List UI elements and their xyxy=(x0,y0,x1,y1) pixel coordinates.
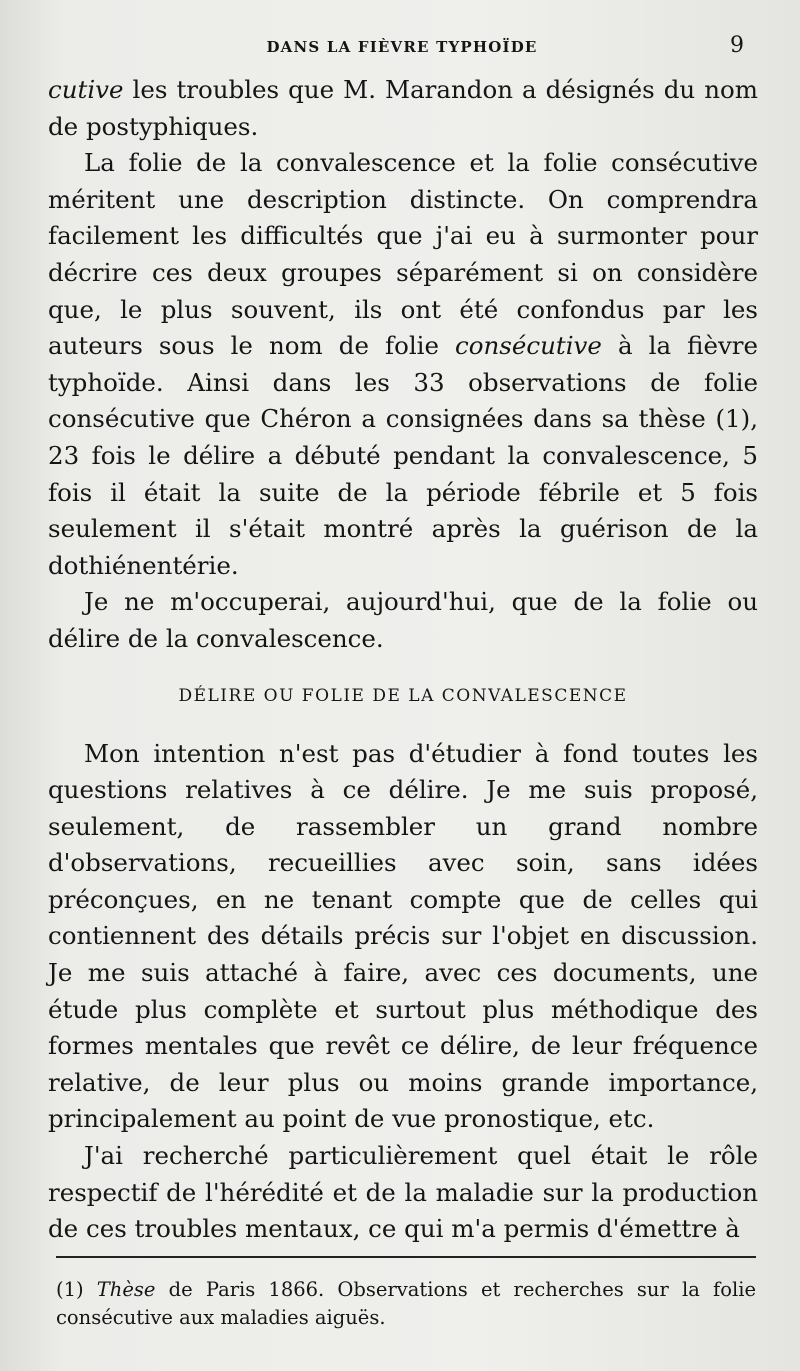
running-title: DANS LA FIÈVRE TYPHOÏDE xyxy=(266,38,538,56)
section-heading: DÉLIRE OU FOLIE DE LA CONVALESCENCE xyxy=(178,685,628,706)
footnote-marker: (1) xyxy=(56,1278,97,1301)
paragraph-1: cutive les troubles que M. Marandon a désignés du nom de postyphiques. xyxy=(48,75,758,141)
paragraph-3: Je ne m'occuperai, aujourd'hui, que de la folie ou délire de la convalescence. xyxy=(48,587,758,653)
body-text xyxy=(48,72,758,1248)
footnote-rule xyxy=(56,1256,756,1258)
italic-term: cutive xyxy=(48,75,124,104)
footnote-italic: Thèse xyxy=(96,1278,156,1301)
paragraph-2: La folie de la convalescence et la folie consécutive méritent une description distincte. On comprendra facilement les difficultés que j'ai eu à surmonter pour décrire ces deux groupes séparément si on considère que, le plus souvent, ils ont été confondus par les auteurs sous le nom de folie consécutive à la fièvre typhoïde. Ainsi dans les 33 observations de folie consécutive que Chéron a consignées dans sa thèse (1), 23 fois le délire a débuté pendant la convalescence, 5 fois il était la suite de la période fébrile et 5 fois seulement il s'était montré après la guérison de la dothiénentérie. xyxy=(48,148,758,580)
footnote-text: de Paris 1866. Observations et recherches sur la folie consécutive aux maladies aiguës. xyxy=(56,1278,756,1329)
paragraph-5: J'ai recherché particulièrement quel était le rôle respectif de l'hérédité et de la maladie sur la production de ces troubles mentaux, ce qui m'a permis d'émettre à xyxy=(48,1141,758,1244)
page-number: 9 xyxy=(730,33,744,58)
paragraph-4: Mon intention n'est pas d'étudier à fond toutes les questions relatives à ce délire. Je me suis proposé, seulement, de rassembler un grand nombre d'observations, recueillies avec soin, sans idées préconçues, en ne tenant compte que de celles qui contiennent des détails précis sur l'objet en discussion. Je me suis attaché à faire, avec ces documents, une étude plus complète et surtout plus méthodique des formes mentales que revêt ce délire, de leur fréquence relative, de leur plus ou moins grande importance, principalement au point de vue pronostique, etc. xyxy=(48,738,758,1134)
page-header xyxy=(60,34,744,58)
italic-term: consécutive xyxy=(455,331,602,361)
footnote xyxy=(56,1276,756,1332)
